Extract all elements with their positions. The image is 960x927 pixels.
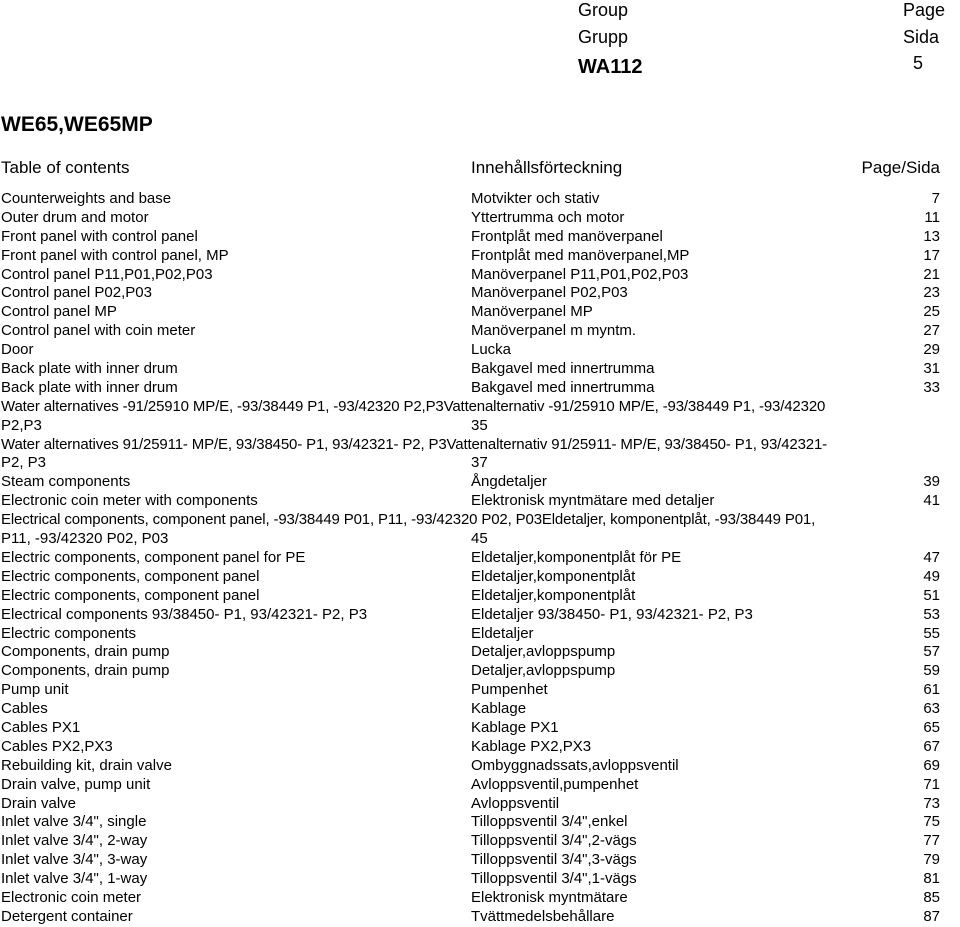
toc-entry-page: 13	[923, 227, 940, 245]
page-label-sv: Sida	[903, 27, 940, 47]
toc-entry[interactable]	[0, 587, 960, 606]
toc-entry-page: 67	[923, 737, 940, 755]
toc-entry-page: 27	[923, 322, 940, 340]
toc-entry-page: 39	[923, 473, 940, 491]
toc-header-sv: Innehållsförteckning	[471, 158, 623, 177]
toc-entry-title-sv: Kablage PX1	[471, 718, 559, 736]
toc-entry[interactable]	[0, 473, 960, 492]
toc-entry-title-sv: Tilloppsventil 3/4",1-vägs	[471, 870, 637, 888]
toc-entry-page: 49	[923, 567, 940, 585]
toc-entry-title-sv: Elektronisk myntmätare	[471, 889, 628, 906]
toc-entry-title-sv: Avloppsventil	[471, 794, 560, 812]
toc-entry[interactable]	[0, 681, 960, 700]
toc-entry[interactable]	[0, 870, 960, 889]
toc-entry-title-en: Inlet valve 3/4", 1-way	[1, 870, 148, 888]
toc-entry-title-sv: Detaljer,avloppspump	[471, 662, 616, 680]
toc-entry-title-sv: Detaljer,avloppspump	[471, 643, 616, 661]
toc-entry[interactable]	[0, 832, 960, 851]
toc-entry[interactable]	[0, 511, 960, 549]
toc-entry-title-sv: Kablage PX2,PX3	[471, 737, 592, 755]
toc-entry-page: 71	[923, 775, 940, 793]
group-label-en: Group	[578, 0, 629, 20]
toc-entry-title-sv: Yttertrumma och motor	[471, 208, 625, 226]
toc-entry-title-en: Components, drain pump	[1, 662, 170, 680]
toc-entry[interactable]	[0, 908, 960, 927]
toc-entry-page: 31	[923, 360, 940, 378]
toc-entry-title-en: Electrical components 93/38450- P1, 93/42321- P2, P3	[1, 605, 368, 623]
toc-entry[interactable]	[0, 889, 960, 908]
toc-entry[interactable]	[0, 700, 960, 719]
toc-entry-title-en: Outer drum and motor	[1, 208, 149, 226]
toc-entry-title-en: Electric components, component panel	[1, 586, 260, 604]
toc-entry-title-en: Drain valve, pump unit	[1, 775, 151, 793]
toc-entry-title-sv: Manöverpanel MP	[471, 303, 593, 321]
toc-entry-page: 21	[923, 265, 940, 283]
toc-entry-page: 87	[923, 907, 940, 925]
toc-entry-page: 41	[923, 492, 940, 510]
toc-entry-page: 57	[923, 643, 940, 661]
toc-entry[interactable]	[0, 492, 960, 511]
toc-entry-title-sv: Avloppsventil,pumpenhet	[471, 775, 639, 793]
toc-entry-page: 75	[923, 813, 940, 831]
toc-entry[interactable]	[0, 190, 960, 209]
toc-entry[interactable]	[0, 757, 960, 776]
toc-entry-page: 11	[924, 208, 940, 226]
toc-entry-page: 33	[923, 378, 940, 396]
toc-entry-title-sv: Eldetaljer 93/38450- P1, 93/42321- P2, P3	[471, 605, 753, 623]
toc-entry-title-en: Door	[1, 341, 34, 359]
toc-entry-title-sv: Ångdetaljer	[471, 473, 547, 491]
toc-entry-title-en: Counterweights and base	[1, 190, 172, 207]
toc-entry-page: 55	[923, 624, 940, 642]
toc-entry-title-en: Electronic coin meter with components	[1, 492, 258, 510]
toc-entry[interactable]	[0, 738, 960, 757]
toc-entry[interactable]	[0, 606, 960, 625]
toc-entry-page: 17	[923, 246, 940, 264]
toc-entry-title: Water alternatives -91/25910 MP/E, -93/38449 P1, -93/42320 P2,P3Vattenalternativ -91/25910 MP/E, -93/38449 P1, -93/42320	[1, 397, 826, 415]
toc-entry-title-sv: Eldetaljer	[471, 624, 534, 642]
toc-entry-page: 77	[923, 832, 940, 850]
toc-entry-title-sv: Eldetaljer,komponentplåt för PE	[471, 548, 682, 566]
toc-entry-page: 85	[923, 889, 940, 906]
toc-entry[interactable]	[0, 360, 960, 379]
toc-entry-title: Water alternatives 91/25911- MP/E, 93/38450- P1, 93/42321- P2, P3Vattenalternativ 91/25911- MP/E, 93/38450- P1, 93/42321-	[1, 435, 827, 453]
toc-entry-title-cont: P2,P3	[1, 416, 42, 434]
toc-entry-title-en: Control panel P11,P01,P02,P03	[1, 265, 213, 283]
toc-entry-page: 47	[923, 548, 940, 566]
toc-entry-page: 37	[471, 454, 488, 472]
toc-entry-page: 35	[471, 416, 488, 434]
toc-entry-title-sv: Kablage	[471, 700, 527, 718]
toc-entry-title-en: Components, drain pump	[1, 643, 170, 661]
toc-entry-title-en: Control panel P02,P03	[1, 284, 152, 302]
toc-entry-page: 73	[923, 794, 940, 812]
toc-entry-page: 69	[923, 756, 940, 774]
toc-entry-title-en: Cables PX1	[1, 718, 81, 736]
toc-entry-page: 63	[923, 700, 940, 718]
toc-entry-title-en: Electric components	[1, 624, 137, 642]
toc-entry-title-en: Rebuilding kit, drain valve	[1, 756, 172, 774]
toc-entry-page: 25	[923, 303, 940, 321]
toc-entry-page: 29	[923, 341, 940, 359]
toc-entry-title-en: Back plate with inner drum	[1, 378, 178, 396]
toc-entry-page: 7	[931, 190, 940, 207]
toc-entry[interactable]	[0, 625, 960, 644]
toc-header-page: Page/Sida	[861, 158, 940, 177]
toc-entry-title-en: Electronic coin meter	[1, 889, 142, 906]
toc-entry[interactable]	[0, 568, 960, 587]
page-label-en: Page	[903, 0, 946, 20]
toc-entry-title-sv: Bakgavel med innertrumma	[471, 378, 655, 396]
toc-entry[interactable]	[0, 662, 960, 681]
toc-entry-title-sv: Manöverpanel P02,P03	[471, 284, 628, 302]
toc-entry-title-en: Back plate with inner drum	[1, 360, 178, 378]
toc-header-en: Table of contents	[1, 158, 130, 177]
toc-entry-page: 45	[471, 530, 488, 548]
toc-entry-title-sv: Tilloppsventil 3/4",enkel	[471, 813, 628, 831]
toc-entry[interactable]	[0, 719, 960, 738]
toc-entry[interactable]	[0, 341, 960, 360]
toc-entry[interactable]	[0, 379, 960, 398]
toc-entry[interactable]	[0, 398, 960, 436]
toc-entry-title-en: Drain valve	[1, 794, 77, 812]
toc-entry-title-en: Inlet valve 3/4", 3-way	[1, 851, 148, 869]
toc-entry-page: 51	[923, 586, 940, 604]
toc-entry[interactable]	[0, 209, 960, 228]
toc-entry-title-sv: Motvikter och stativ	[471, 190, 600, 207]
toc-entry-title-sv: Tilloppsventil 3/4",3-vägs	[471, 851, 637, 869]
toc-entry-title-en: Detergent container	[1, 907, 133, 925]
toc-entry-title-cont: P11, -93/42320 P02, P03	[1, 530, 169, 548]
toc-entry-title-sv: Tilloppsventil 3/4",2-vägs	[471, 832, 637, 850]
toc-entry-page: 65	[923, 718, 940, 736]
toc-list	[0, 190, 960, 927]
toc-entry[interactable]	[0, 643, 960, 662]
toc-entry[interactable]	[0, 436, 960, 474]
toc-entry-title-en: Control panel with coin meter	[1, 322, 196, 340]
toc-entry[interactable]	[0, 322, 960, 341]
toc-entry-title-sv: Pumpenhet	[471, 681, 548, 699]
toc-entry-title-sv: Lucka	[471, 341, 512, 359]
toc-entry-title-sv: Bakgavel med innertrumma	[471, 360, 655, 378]
toc-entry-title-sv: Elektronisk myntmätare med detaljer	[471, 492, 715, 510]
toc-entry-title-en: Front panel with control panel, MP	[1, 246, 229, 264]
toc-entry[interactable]	[0, 776, 960, 795]
toc-entry-title: Electrical components, component panel, -93/38449 P01, P11, -93/42320 P02, P03Eldetaljer, komponentplåt, -93/38449 P01,	[1, 511, 816, 529]
toc-entry-title-sv: Manöverpanel P11,P01,P02,P03	[471, 265, 689, 283]
toc-entry-title-sv: Eldetaljer,komponentplåt	[471, 586, 636, 604]
toc-entry-title-en: Inlet valve 3/4", single	[1, 813, 147, 831]
toc-entry-page: 61	[923, 681, 940, 699]
toc-entry-title-en: Inlet valve 3/4", 2-way	[1, 832, 148, 850]
toc-entry-title-sv: Ombyggnadssats,avloppsventil	[471, 756, 679, 774]
toc-entry[interactable]	[0, 266, 960, 285]
toc-entry-title-en: Cables PX2,PX3	[1, 737, 113, 755]
toc-entry-title-sv: Eldetaljer,komponentplåt	[471, 567, 636, 585]
toc-entry[interactable]	[0, 851, 960, 870]
toc-entry-title-en: Electric components, component panel	[1, 567, 260, 585]
toc-entry[interactable]	[0, 813, 960, 832]
toc-entry-page: 79	[923, 851, 940, 869]
group-value: WA112	[578, 56, 643, 78]
group-label-sv: Grupp	[578, 27, 629, 47]
toc-entry-page: 53	[923, 605, 940, 623]
toc-entry-title-en: Front panel with control panel	[1, 227, 198, 245]
toc-entry-title-en: Steam components	[1, 473, 131, 491]
toc-entry-page: 59	[923, 662, 940, 680]
toc-header	[0, 158, 960, 180]
toc-entry[interactable]	[0, 549, 960, 568]
toc-entry[interactable]	[0, 795, 960, 814]
toc-entry[interactable]	[0, 247, 960, 266]
toc-entry-title-sv: Manöverpanel m myntm.	[471, 322, 637, 340]
toc-entry-title-sv: Frontplåt med manöverpanel,MP	[471, 246, 690, 264]
toc-entry-title-cont: P2, P3	[1, 454, 47, 472]
toc-entry[interactable]	[0, 303, 960, 322]
toc-entry[interactable]	[0, 284, 960, 303]
toc-entry-page: 23	[923, 284, 940, 302]
toc-entry-title-sv: Tvättmedelsbehållare	[471, 907, 615, 925]
toc-entry[interactable]	[0, 228, 960, 247]
model-title: WE65,WE65MP	[1, 113, 153, 136]
toc-entry-title-en: Control panel MP	[1, 303, 117, 321]
toc-entry-title-en: Cables	[1, 700, 48, 718]
toc-entry-title-sv: Frontplåt med manöverpanel	[471, 227, 663, 245]
page-value: 5	[913, 53, 924, 73]
toc-entry-title-en: Pump unit	[1, 681, 69, 699]
toc-entry-title-en: Electric components, component panel for PE	[1, 548, 306, 566]
toc-entry-page: 81	[923, 870, 940, 888]
